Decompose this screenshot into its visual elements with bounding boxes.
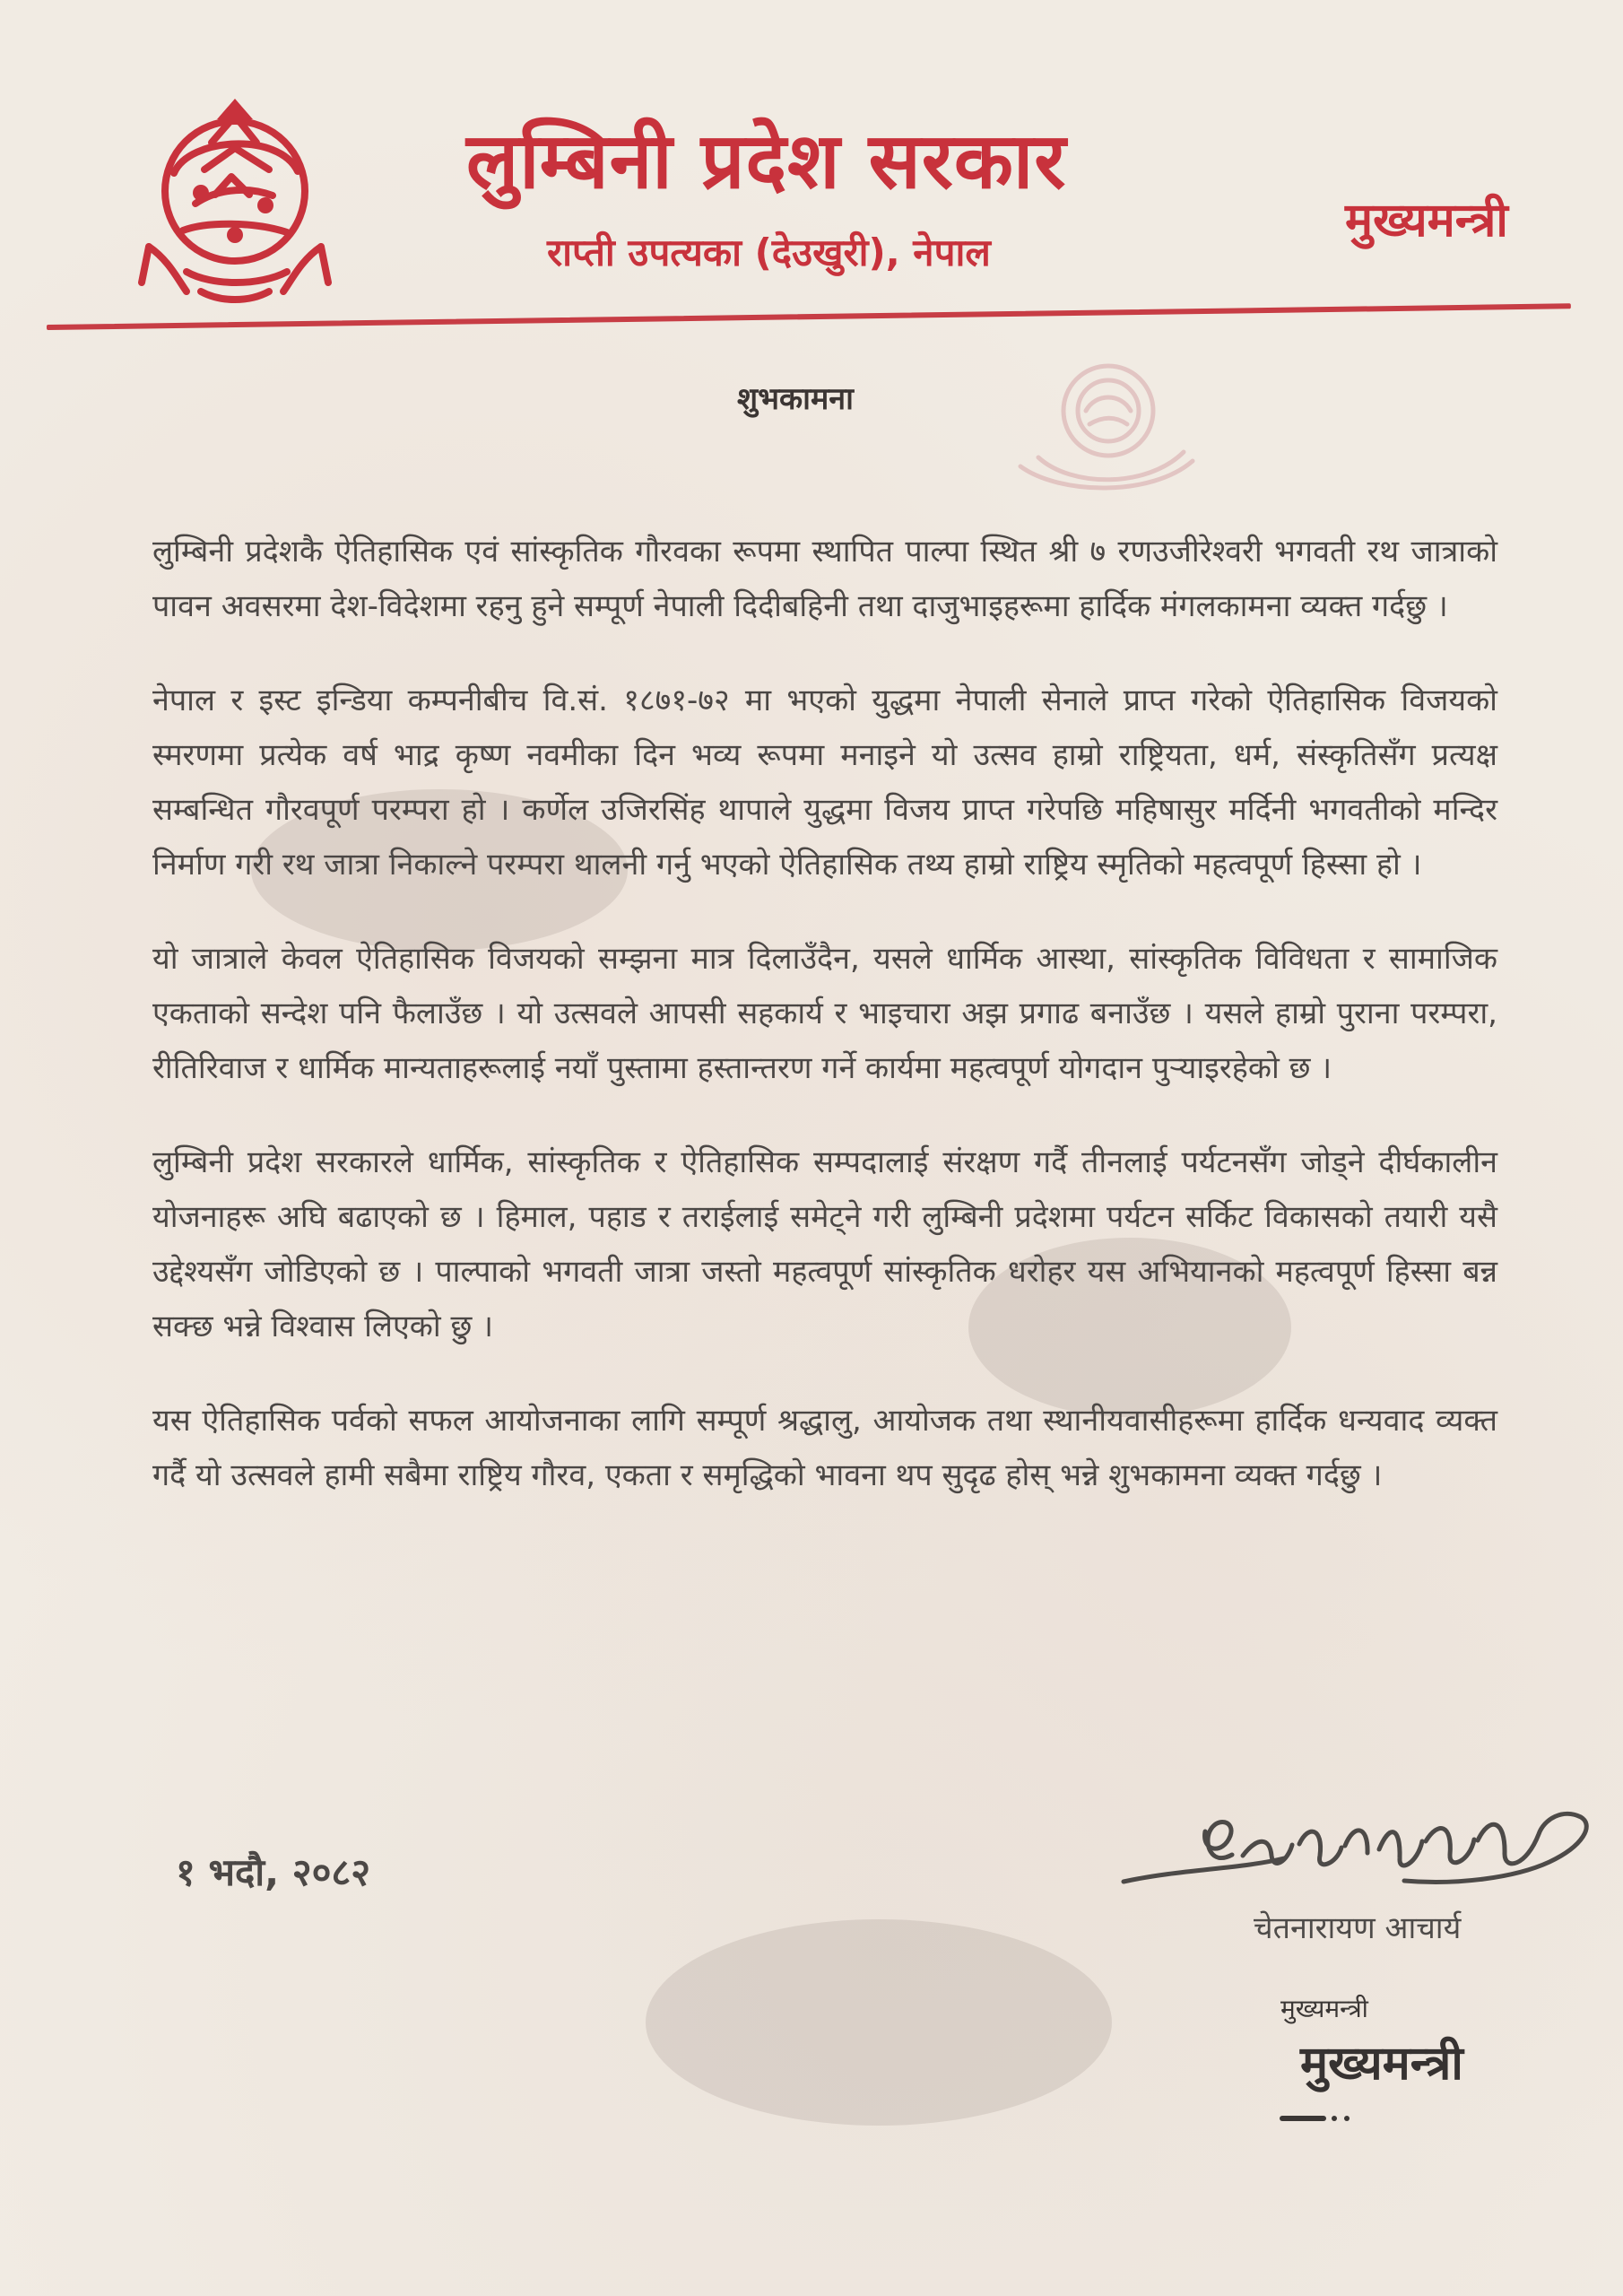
paper-stain: [646, 1919, 1112, 2126]
stamp-underline-mark: [1279, 2114, 1358, 2123]
letter-subject: शुभकामना: [737, 381, 854, 417]
stamp-office-small: मुख्यमन्त्री: [1280, 1994, 1368, 2023]
paragraph-3: यो जात्राले केवल ऐतिहासिक विजयको सम्झना मात्र दिलाउँदैन, यसले धार्मिक आस्था, सांस्कृतिक विविधता र सामाजिक एकताको सन्देश पनि फैलाउँछ । यो उत्सवले आपसी सहकार्य र भाइचारा अझ प्रगाढ बनाउँछ । यसले हाम्रो पुराना परम्परा, रीतिरिवाज र धार्मिक मान्यताहरूलाई नयाँ पुस्तामा हस्तान्तरण गर्ने कार्यमा महत्वपूर्ण योगदान पुर्‍याइरहेको छ ।: [152, 941, 1497, 1086]
circular-seal-icon: [995, 348, 1211, 500]
government-title: लुम्बिनी प्रदेश सरकार: [466, 117, 1067, 206]
letter-date: १ भदौ, २०८२: [176, 1850, 371, 1894]
office-title: मुख्यमन्त्री: [1345, 194, 1508, 248]
stamp-office-large: मुख्यमन्त्री: [1300, 2037, 1463, 2091]
paragraph-1: लुम्बिनी प्रदेशकै ऐतिहासिक एवं सांस्कृतिक गौरवका रूपमा स्थापित पाल्पा स्थित श्री ७ रणउजीरेश्वरी भगवती रथ जात्राको पावन अवसरमा देश-विदेशमा रहनु हुने सम्पूर्ण नेपाली दिदीबहिनी तथा दाजुभाइहरूमा हार्दिक मंगलकामना व्यक्त गर्दछु ।: [152, 534, 1497, 624]
signatory-name: चेतनारायण आचार्य: [1254, 1910, 1462, 1946]
government-emblem-icon: [131, 94, 339, 309]
paragraph-4: लुम्बिनी प्रदेश सरकारले धार्मिक, सांस्कृतिक र ऐतिहासिक सम्पदालाई संरक्षण गर्दै तीनलाई पर्यटनसँग जोड्ने दीर्घकालीन योजनाहरू अघि बढाएको छ । हिमाल, पहाड र तराईलाई समेट्ने गरी लुम्बिनी प्रदेशमा पर्यटन सर्किट विकासको तयारी यसै उद्देश्यसँग जोडिएको छ । पाल्पाको भगवती जात्रा जस्तो महत्वपूर्ण सांस्कृतिक धरोहर यस अभियानको महत्वपूर्ण हिस्सा बन्न सक्छ भन्ने विश्वास लिएको छु ।: [152, 1144, 1497, 1344]
paragraph-2: नेपाल र इस्ट इन्डिया कम्पनीबीच वि.सं. १८७१-७२ मा भएको युद्धमा नेपाली सेनाले प्राप्त गरेको ऐतिहासिक विजयको स्मरणमा प्रत्येक वर्ष भाद्र कृष्ण नवमीका दिन भव्य रूपमा मनाइने यो उत्सव हाम्रो राष्ट्रियता, धर्म, संस्कृतिसँग प्रत्यक्ष सम्बन्धित गौरवपूर्ण परम्परा हो । कर्णेल उजिरसिंह थापाले युद्धमा विजय प्राप्त गरेपछि महिषासुर मर्दिनी भगवतीको मन्दिर निर्माण गरी रथ जात्रा निकाल्ने परम्परा थालनी गर्नु भएको ऐतिहासिक तथ्य हाम्रो राष्ट्रिय स्मृतिको महत्वपूर्ण हिस्सा हो ।: [152, 683, 1497, 883]
paragraph-5: यस ऐतिहासिक पर्वको सफल आयोजनाका लागि सम्पूर्ण श्रद्धालु, आयोजक तथा स्थानीयवासीहरूमा हार्दिक धन्यवाद व्यक्त गर्दै यो उत्सवले हामी सबैमा राष्ट्रिय गौरव, एकता र समृद्धिको भावना थप सुदृढ होस् भन्ने शुभकामना व्यक्त गर्दछु ।: [152, 1403, 1497, 1493]
handwritten-signature-icon: [1119, 1785, 1593, 1915]
letter-body: [152, 525, 1497, 1543]
location-subtitle: राप्ती उपत्यका (देउखुरी), नेपाल: [547, 230, 991, 274]
